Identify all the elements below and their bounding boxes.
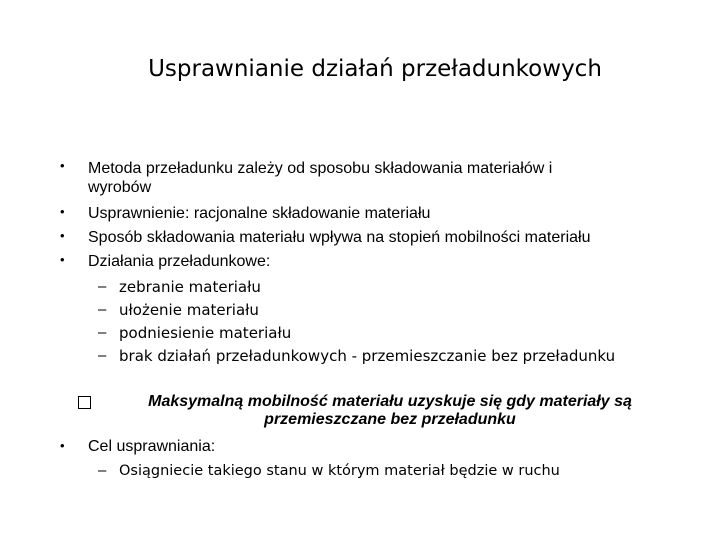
bullet-marker: • [60,438,65,453]
sub-item: podniesienie materiału [119,324,292,342]
sub-item: brak działań przeładunkowych - przemieszczanie bez przeładunku [119,347,616,365]
dash-marker: – [98,278,107,295]
bullet-text-continued: wyrobów [88,179,152,196]
emphasis-note-line1: Maksymalną mobilność materiału uzyskuje się gdy materiały są [148,393,632,410]
sub-item: zebranie materiału [119,278,261,296]
checkbox-square-icon [78,396,91,409]
emphasis-note [100,393,680,429]
goal-sub-item: Osiągniecie takiego stanu w którym materiał będzie w ruchu [119,463,560,479]
dash-marker: – [98,347,107,364]
bullet-text: Metoda przeładunku zależy od sposobu składowania materiałów i [88,160,553,177]
bullet-text: Działania przeładunkowe: [88,253,271,270]
bullet-marker: • [60,252,65,267]
dash-marker: – [98,301,107,318]
emphasis-note-line2: przemieszczane bez przeładunku [264,411,516,428]
bullet-marker: • [60,158,65,173]
goal-label: Cel usprawniania: [88,438,216,455]
bullet-marker: • [60,228,65,243]
bullet-text: Usprawnienie: racjonalne składowanie materiału [88,205,431,222]
dash-marker: – [98,462,107,479]
dash-marker: – [98,324,107,341]
bullet-marker: • [60,204,65,219]
page-title: Usprawnianie działań przeładunkowych [148,56,602,82]
sub-item: ułożenie materiału [119,301,259,319]
bullet-text: Sposób składowania materiału wpływa na stopień mobilności materiału [88,229,591,246]
